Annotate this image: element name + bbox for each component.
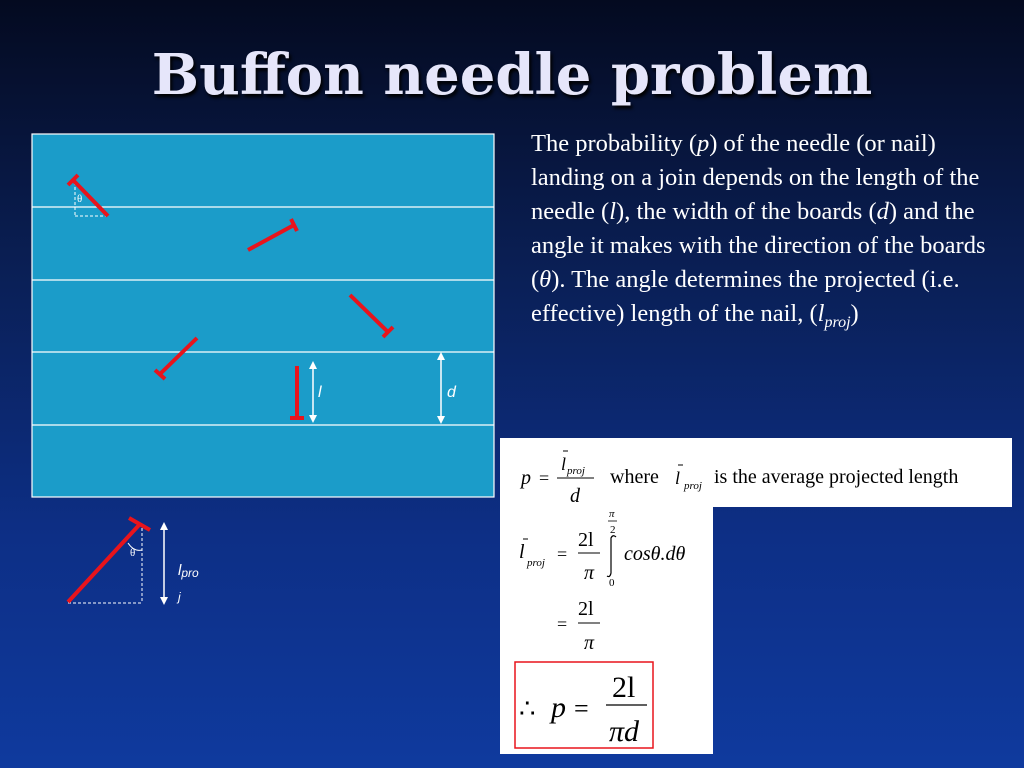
label-d: d [447,384,456,401]
desc-part-5: ). The angle determines the projected (i.e. effective) length of the nail, ( [531,266,960,327]
svg-text:2l: 2l [578,598,594,620]
svg-text:proj: proj [527,557,545,569]
desc-var-theta: θ [539,266,552,293]
desc-var-l: l [609,198,617,225]
svg-text:l: l [675,468,681,488]
svg-text:proj: proj [567,465,585,477]
svg-text:is the average projected lengt: is the average projected length [714,466,959,488]
svg-text:2l: 2l [578,529,594,551]
svg-text:∴: ∴ [519,694,536,723]
svg-text:2: 2 [610,524,616,536]
formula-integral [519,508,685,589]
svg-text:cosθ.dθ: cosθ.dθ [624,543,686,565]
desc-var-lproj-sub: proj [824,313,851,331]
theta-small-label: θ [77,193,83,205]
svg-text:=: = [557,614,568,634]
svg-text:l: l [561,454,567,474]
label-lproj-sub: j [178,590,181,604]
svg-text:=: = [539,468,550,488]
formula-simplified [557,598,600,654]
formula-probability-definition [519,451,958,507]
svg-text:π: π [584,562,595,584]
svg-text:where: where [610,466,659,488]
desc-var-d: d [876,198,889,225]
svg-text:=: = [557,544,568,564]
theta-large-label: θ [130,547,136,559]
desc-part-3: ), the width of the boards ( [616,198,877,225]
desc-part-4: ) and the angle it makes with the direction of the boards ( [531,198,986,293]
svg-text:=: = [574,694,589,723]
svg-text:p: p [551,691,566,724]
svg-text:0: 0 [609,577,615,589]
svg-text:proj: proj [684,480,702,492]
label-lproj-main: lpro [178,562,199,580]
svg-text:πd: πd [609,715,640,748]
svg-text:2l: 2l [612,671,636,704]
desc-part-6: ) [850,300,859,327]
desc-var-lproj: l [817,300,825,327]
svg-text:π: π [584,632,595,654]
svg-text:d: d [570,485,580,507]
desc-var-p: p [697,130,710,157]
svg-text:p: p [521,467,531,489]
desc-part-1: The probability ( [531,130,698,157]
desc-part-2: ) of the needle (or nail) landing on a join depends on the length of the needle ( [531,130,980,225]
slide-title: Buffon needle problem [151,42,873,108]
svg-text:l: l [519,541,525,563]
label-l: l [318,384,322,401]
svg-text:π: π [609,508,615,520]
